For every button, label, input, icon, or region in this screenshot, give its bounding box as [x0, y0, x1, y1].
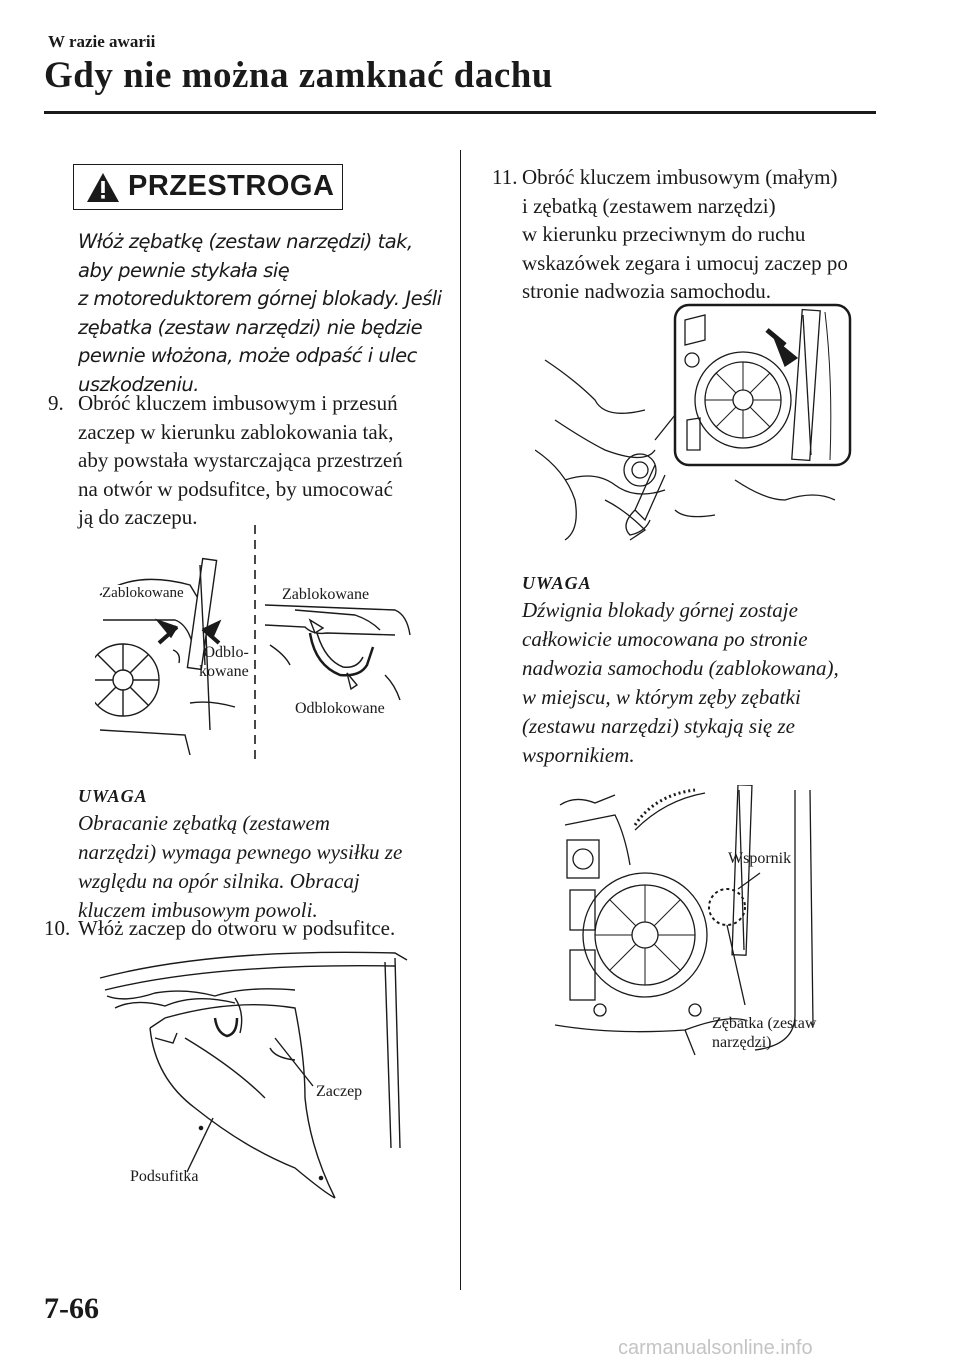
column-divider — [460, 150, 461, 1290]
step-number: 11. — [492, 165, 518, 189]
label-line: kowane — [199, 663, 249, 680]
note-line: w miejscu, w którym zęby zębatki — [522, 685, 801, 709]
page-number: 7-66 — [44, 1292, 99, 1325]
label-line: Odblo- — [203, 644, 249, 661]
label-unlocked-right: Odblokowane — [295, 700, 385, 717]
label-headliner: Podsufitka — [130, 1168, 199, 1185]
note-line: Obracanie zębatką (zestawem — [78, 811, 330, 835]
step-text: Włóż zaczep do otworu w podsufitce. — [78, 916, 396, 940]
step-text — [78, 389, 403, 532]
step-line: Obróć kluczem imbusowym i przesuń — [78, 391, 398, 415]
label-locked-right: Zablokowane — [282, 586, 370, 603]
note-line: (zestawu narzędzi) stykają się ze — [522, 714, 795, 738]
label-locked-left: Zablokowane — [102, 585, 184, 601]
lock-unlock-illustration — [95, 525, 415, 770]
note-line: nadwozia samochodu (zablokowana), — [522, 656, 839, 680]
note-line: Dźwignia blokady górnej zostaje — [522, 598, 798, 622]
caution-line: pewnie włożona, może odpaść i ulec — [78, 344, 417, 367]
step-11 — [492, 163, 892, 313]
label-bracket: Wspornik — [728, 850, 792, 867]
page-title: Gdy nie można zamknać dachu — [44, 55, 553, 96]
step-line: i zębatką (zestawem narzędzi) — [522, 193, 776, 218]
caution-line: aby pewnie stykała się — [78, 258, 290, 282]
note-line: wspornikiem. — [522, 743, 635, 767]
step-line: zaczep w kierunku zablokowania tak, — [78, 419, 394, 444]
step-line: stronie nadwozia samochodu. — [522, 279, 772, 303]
step-line: ją do zaczepu. — [78, 505, 198, 529]
note-line: kluczem imbusowym powoli. — [78, 898, 318, 922]
caution-text — [78, 228, 448, 399]
caution-line: Włóż zębatkę (zestaw narzędzi) tak, — [78, 230, 413, 253]
caution-line: uszkodzeniu. — [78, 372, 199, 396]
note-heading: UWAGA — [522, 573, 592, 593]
note-heading: UWAGA — [78, 786, 148, 806]
label-line: Zębatka (zestaw — [712, 1015, 817, 1032]
step-number: 9. — [48, 391, 64, 415]
note-line: całkowicie umocowana po stronie — [522, 627, 808, 651]
step-9 — [48, 389, 448, 539]
step-line: na otwór w podsufitce, by umocować — [78, 476, 393, 501]
title-rule — [44, 111, 876, 114]
label-hook: Zaczep — [316, 1083, 363, 1100]
label-gear — [712, 1014, 816, 1052]
step-line: Obróć kluczem imbusowym (małym) — [522, 165, 838, 189]
watermark: carmanualsonline.info — [618, 1337, 813, 1359]
caution-line: z motoreduktorem górnej blokady. Jeśli — [78, 287, 442, 310]
step-text — [522, 163, 848, 306]
step-line: aby powstała wystarczająca przestrzeń — [78, 448, 403, 472]
note-line: narzędzi) wymaga pewnego wysiłku ze — [78, 840, 403, 864]
note-text — [78, 809, 450, 925]
label-unlocked-left — [193, 643, 249, 681]
note-text — [522, 596, 902, 770]
caution-title: PRZESTROGA — [128, 170, 335, 202]
section-label: W razie awarii — [48, 32, 156, 51]
caution-line: zębatka (zestaw narzędzi) nie będzie — [78, 315, 423, 339]
step-line: wskazówek zegara i umocuj zaczep po — [522, 250, 848, 275]
hex-key-rotation-illustration — [535, 300, 865, 550]
label-line: narzędzi) — [712, 1034, 772, 1051]
step-10 — [44, 914, 454, 944]
step-number: 10. — [44, 916, 71, 940]
note-line: względu na opór silnika. Obracaj — [78, 869, 360, 893]
warning-triangle-icon — [86, 172, 120, 203]
step-line: w kierunku przeciwnym do ruchu — [522, 222, 806, 246]
